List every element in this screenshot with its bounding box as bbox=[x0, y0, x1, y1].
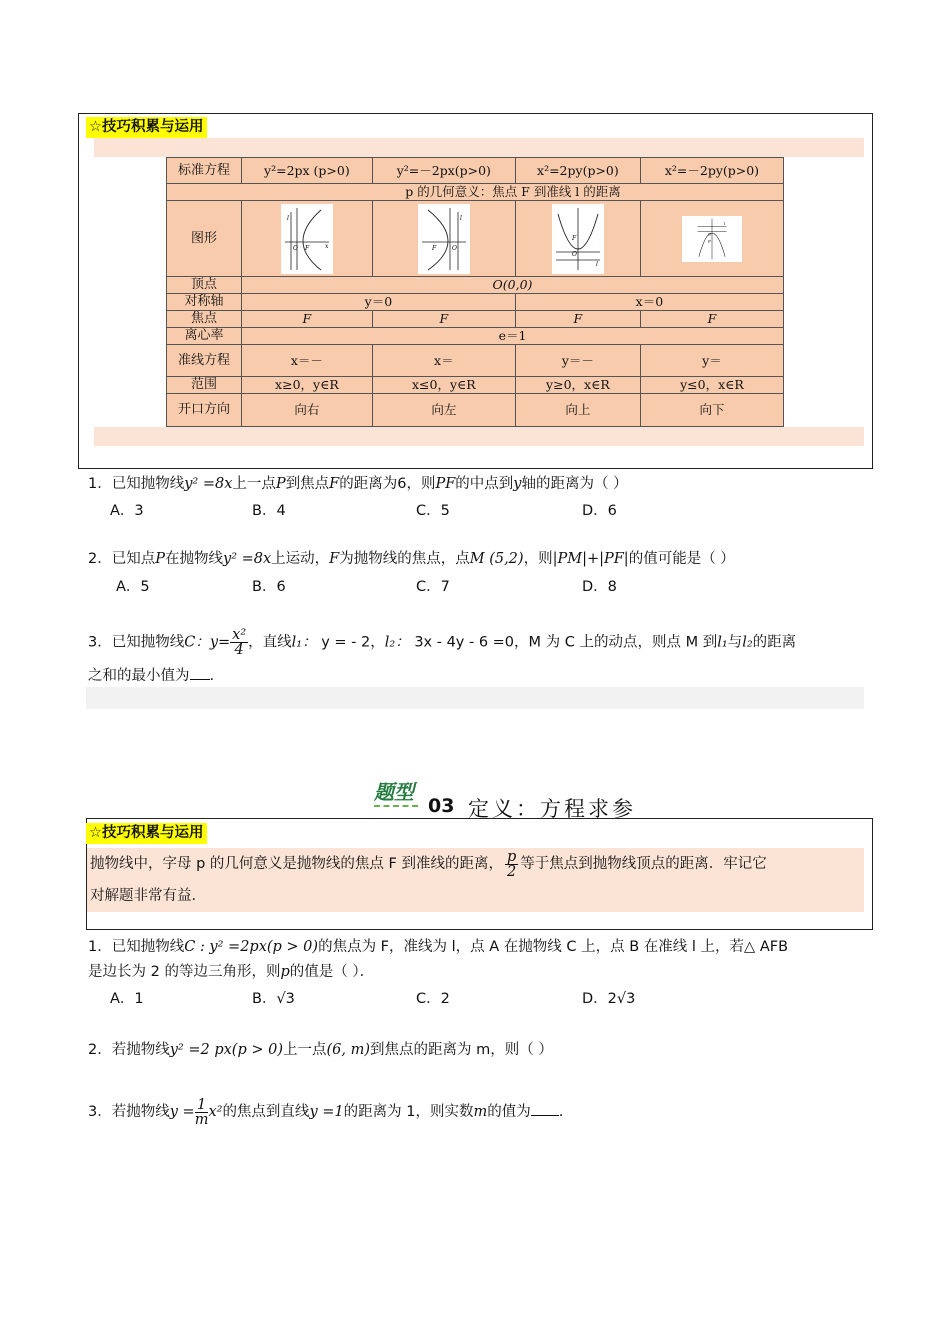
cell-eq-4: x²=－2py(p>0) bbox=[640, 158, 783, 184]
q-text: 的距离为6，则 bbox=[339, 476, 436, 492]
cell-eq-1: y²=2px (p>0) bbox=[242, 158, 373, 184]
cell-vertex: O(0,0) bbox=[242, 277, 784, 294]
cell-range-4: y≤0，x∈R bbox=[640, 377, 783, 394]
q-eq: C : y² =2px(p > 0) bbox=[184, 939, 319, 955]
q-text: 的值是（ ）． bbox=[289, 964, 375, 980]
frac-num: 1 bbox=[196, 1096, 207, 1113]
cell-focus-2: F bbox=[372, 311, 515, 328]
parabola-right-graph-icon bbox=[281, 204, 333, 274]
cell-eq-2: y²=－2px(p>0) bbox=[372, 158, 515, 184]
answer-blank[interactable] bbox=[190, 666, 210, 680]
q-text: 上一点 bbox=[282, 1042, 327, 1058]
svg-text:F: F bbox=[431, 244, 436, 252]
q-var: PF bbox=[435, 476, 456, 492]
parabola-down-graph-icon bbox=[682, 216, 742, 262]
cell-graph-down bbox=[640, 201, 783, 277]
problem-2-2 bbox=[88, 1040, 553, 1060]
q-text: 是边长为 2 的等边三角形，则 bbox=[88, 964, 281, 980]
table-row-equation bbox=[167, 158, 784, 184]
option-c[interactable]: C．7 bbox=[416, 579, 450, 595]
section-dash-line bbox=[374, 805, 418, 807]
option-c[interactable]: C．2 bbox=[416, 991, 450, 1007]
frac-den: 4 bbox=[234, 642, 244, 658]
q-text: 之和的最小值为 bbox=[88, 668, 190, 684]
q-text: 2．若抛物线 bbox=[88, 1042, 170, 1058]
option-c[interactable]: C．5 bbox=[416, 503, 450, 519]
q-text: 1．已知抛物线 bbox=[88, 939, 185, 955]
svg-text:O: O bbox=[708, 231, 712, 237]
fraction bbox=[505, 850, 518, 879]
tip-text-b: 等于焦点到抛物线顶点的距离．牢记它 bbox=[520, 856, 767, 872]
q-var: M (5,2) bbox=[469, 551, 524, 567]
cell-open-4: 向下 bbox=[640, 394, 783, 427]
option-b[interactable]: B．6 bbox=[252, 579, 286, 595]
svg-text:l: l bbox=[595, 260, 598, 268]
answer-blank[interactable] bbox=[531, 1102, 559, 1116]
q-expr: |PM|+|PF| bbox=[552, 551, 629, 567]
cell-open-1: 向右 bbox=[242, 394, 373, 427]
q-text: 与 bbox=[727, 634, 743, 651]
header-directrix: 准线方程 bbox=[167, 345, 242, 377]
q-text: 为抛物线的焦点，点 bbox=[339, 551, 470, 567]
q-text: 上运动， bbox=[271, 551, 330, 567]
q-eq: y =1 bbox=[309, 1104, 344, 1120]
option-d[interactable]: D．8 bbox=[582, 579, 617, 595]
fraction bbox=[195, 1098, 209, 1127]
option-b[interactable]: B．4 bbox=[252, 503, 286, 519]
q-text: 上一点 bbox=[232, 476, 276, 492]
q-var: F bbox=[329, 476, 340, 492]
table-row-axis bbox=[167, 294, 784, 311]
q-var: y bbox=[513, 476, 522, 492]
header-focus: 焦点 bbox=[167, 311, 242, 328]
q-eq: x² bbox=[208, 1104, 223, 1120]
cell-open-3: 向上 bbox=[515, 394, 640, 427]
parabola-left-graph-icon bbox=[418, 204, 470, 274]
svg-text:l: l bbox=[723, 220, 726, 226]
frac-den: m bbox=[194, 1111, 209, 1128]
option-a[interactable]: A．3 bbox=[110, 503, 144, 519]
cell-meaning: p 的几何意义：焦点 F 到准线 l 的距离 bbox=[167, 184, 784, 201]
tips-tag-1: ☆技巧积累与运用 bbox=[86, 117, 207, 138]
cell-dir-4: y＝ bbox=[640, 345, 783, 377]
problem-1-2 bbox=[88, 549, 735, 569]
q-var: l₂： bbox=[384, 634, 410, 651]
problem-1-1 bbox=[88, 474, 628, 494]
table-row-focus bbox=[167, 311, 784, 328]
table-row-meaning bbox=[167, 184, 784, 201]
q-text: 的距离 bbox=[752, 634, 797, 651]
table-row-open bbox=[167, 394, 784, 427]
tip-text bbox=[87, 848, 864, 912]
q-var: l₂ bbox=[742, 634, 753, 651]
section-type-label: 题型 bbox=[374, 780, 414, 804]
frac-den: 2 bbox=[507, 863, 517, 880]
header-ecc: 离心率 bbox=[167, 328, 242, 345]
svg-text:O: O bbox=[292, 244, 298, 252]
q-var: P bbox=[155, 551, 165, 567]
frac-num: p bbox=[506, 848, 517, 865]
q-text: ，M 为 C 上的动点，则点 M 到 bbox=[514, 634, 718, 651]
problem-2-3: 3．若抛物线y = $\frac{1}{m}$ x²的焦点到直线y =1的距离为 1，则实数m的值为 . bbox=[88, 1096, 564, 1128]
cell-axis-right: x＝0 bbox=[515, 294, 783, 311]
q-eq: y² =8x bbox=[184, 476, 233, 492]
cell-graph-right bbox=[242, 201, 373, 277]
cell-range-2: x≤0，y∈R bbox=[372, 377, 515, 394]
q-text: 的值可能是（ ） bbox=[628, 551, 735, 567]
fraction bbox=[230, 628, 248, 657]
q-var: P bbox=[275, 476, 286, 492]
q-var: m bbox=[473, 1104, 488, 1120]
option-a[interactable]: A．1 bbox=[110, 991, 144, 1007]
q-text: 的距离为 1，则实数 bbox=[343, 1104, 474, 1120]
svg-text:l: l bbox=[459, 214, 462, 222]
q-text: 的值为 bbox=[487, 1104, 531, 1120]
header-axis: 对称轴 bbox=[167, 294, 242, 311]
cell-focus-4: F bbox=[640, 311, 783, 328]
cell-ecc: e＝1 bbox=[242, 328, 784, 345]
q-eq: C：y= bbox=[184, 634, 231, 651]
q-eq: y = - 2 bbox=[321, 634, 371, 651]
q-text: 的中点到 bbox=[455, 476, 514, 492]
q-var: l₁： bbox=[291, 634, 317, 651]
header-range: 范围 bbox=[167, 377, 242, 394]
q-text: 到焦点的距离为 m，则（ ） bbox=[370, 1042, 553, 1058]
cell-axis-left: y＝0 bbox=[242, 294, 516, 311]
tips-tag-2: ☆技巧积累与运用 bbox=[86, 823, 207, 844]
cell-range-3: y≥0，x∈R bbox=[515, 377, 640, 394]
tips-band-top bbox=[94, 138, 864, 157]
q-text: ， bbox=[370, 634, 385, 651]
svg-text:F: F bbox=[708, 237, 711, 243]
tip-line-2: 对解题非常有益． bbox=[90, 888, 206, 904]
q-text: 2．已知点 bbox=[88, 551, 156, 567]
svg-text:F: F bbox=[571, 234, 577, 242]
tip-text-a: 抛物线中，字母 p 的几何意义是抛物线的焦点 F 到准线的距离， bbox=[90, 856, 503, 872]
cell-open-2: 向左 bbox=[372, 394, 515, 427]
cell-focus-1: F bbox=[242, 311, 373, 328]
q-text: ，则 bbox=[523, 551, 553, 567]
problem-2-1-line2 bbox=[88, 962, 374, 982]
q-eq: y = bbox=[169, 1104, 195, 1120]
q-text: 到焦点 bbox=[285, 476, 330, 492]
q-text: 在抛物线 bbox=[165, 551, 223, 567]
table-row-ecc bbox=[167, 328, 784, 345]
header-open: 开口方向 bbox=[167, 394, 242, 427]
parabola-standard-table bbox=[166, 157, 784, 427]
q-text: 3．若抛物线 bbox=[88, 1104, 170, 1120]
option-a[interactable]: A．5 bbox=[116, 579, 150, 595]
header-graph: 图形 bbox=[167, 201, 242, 277]
q-text: 1．已知抛物线 bbox=[88, 476, 185, 492]
problem-1-3 bbox=[88, 628, 796, 657]
q-text: 轴的距离为（ ） bbox=[521, 476, 628, 492]
q-var: l₁ bbox=[717, 634, 728, 651]
q-var: F bbox=[329, 551, 340, 567]
header-equation: 标准方程 bbox=[167, 158, 242, 184]
problem-1-3-line2: 之和的最小值为 . bbox=[88, 668, 215, 684]
q-eq: 3x - 4y - 6 =0 bbox=[414, 634, 515, 651]
svg-text:O: O bbox=[571, 250, 577, 258]
tip-line-1 bbox=[90, 848, 861, 880]
svg-text:O: O bbox=[451, 244, 457, 252]
q-text: 3．已知抛物线 bbox=[88, 634, 185, 651]
option-d[interactable]: D．6 bbox=[582, 503, 617, 519]
svg-text:F: F bbox=[304, 244, 310, 252]
q-var: (6, m) bbox=[326, 1042, 370, 1058]
section-number: 03 bbox=[428, 795, 455, 817]
cell-graph-up bbox=[515, 201, 640, 277]
cell-graph-left bbox=[372, 201, 515, 277]
table-row-vertex bbox=[167, 277, 784, 294]
table-row-range bbox=[167, 377, 784, 394]
table-row-graph bbox=[167, 201, 784, 277]
problem-2-1 bbox=[88, 937, 788, 957]
q-text: 的焦点为 F，准线为 l，点 A 在抛物线 C 上，点 B 在准线 l 上，若△ AFB bbox=[318, 939, 789, 955]
q-var: p bbox=[280, 964, 290, 980]
header-vertex: 顶点 bbox=[167, 277, 242, 294]
svg-text:x: x bbox=[324, 242, 329, 250]
cell-dir-2: x＝ bbox=[372, 345, 515, 377]
table-row-directrix bbox=[167, 345, 784, 377]
svg-text:l: l bbox=[286, 214, 289, 222]
cell-focus-3: F bbox=[515, 311, 640, 328]
separator-band bbox=[86, 687, 864, 709]
section-header bbox=[372, 776, 672, 821]
section-title: 定义：方程求参 bbox=[468, 797, 636, 821]
q-text: ，直线 bbox=[248, 634, 292, 651]
parabola-up-graph-icon bbox=[552, 204, 604, 274]
option-d[interactable]: D．2√3 bbox=[582, 991, 636, 1007]
frac-num: x² bbox=[232, 627, 247, 643]
q-text: 的焦点到直线 bbox=[222, 1104, 310, 1120]
cell-eq-3: x²=2py(p>0) bbox=[515, 158, 640, 184]
cell-range-1: x≥0，y∈R bbox=[242, 377, 373, 394]
cell-dir-1: x＝－ bbox=[242, 345, 373, 377]
q-eq: y² =2 px(p > 0) bbox=[169, 1042, 283, 1058]
tips-band-bottom bbox=[94, 427, 864, 446]
q-eq: y² =8x bbox=[223, 551, 272, 567]
option-b[interactable]: B．√3 bbox=[252, 991, 295, 1007]
cell-dir-3: y＝－ bbox=[515, 345, 640, 377]
